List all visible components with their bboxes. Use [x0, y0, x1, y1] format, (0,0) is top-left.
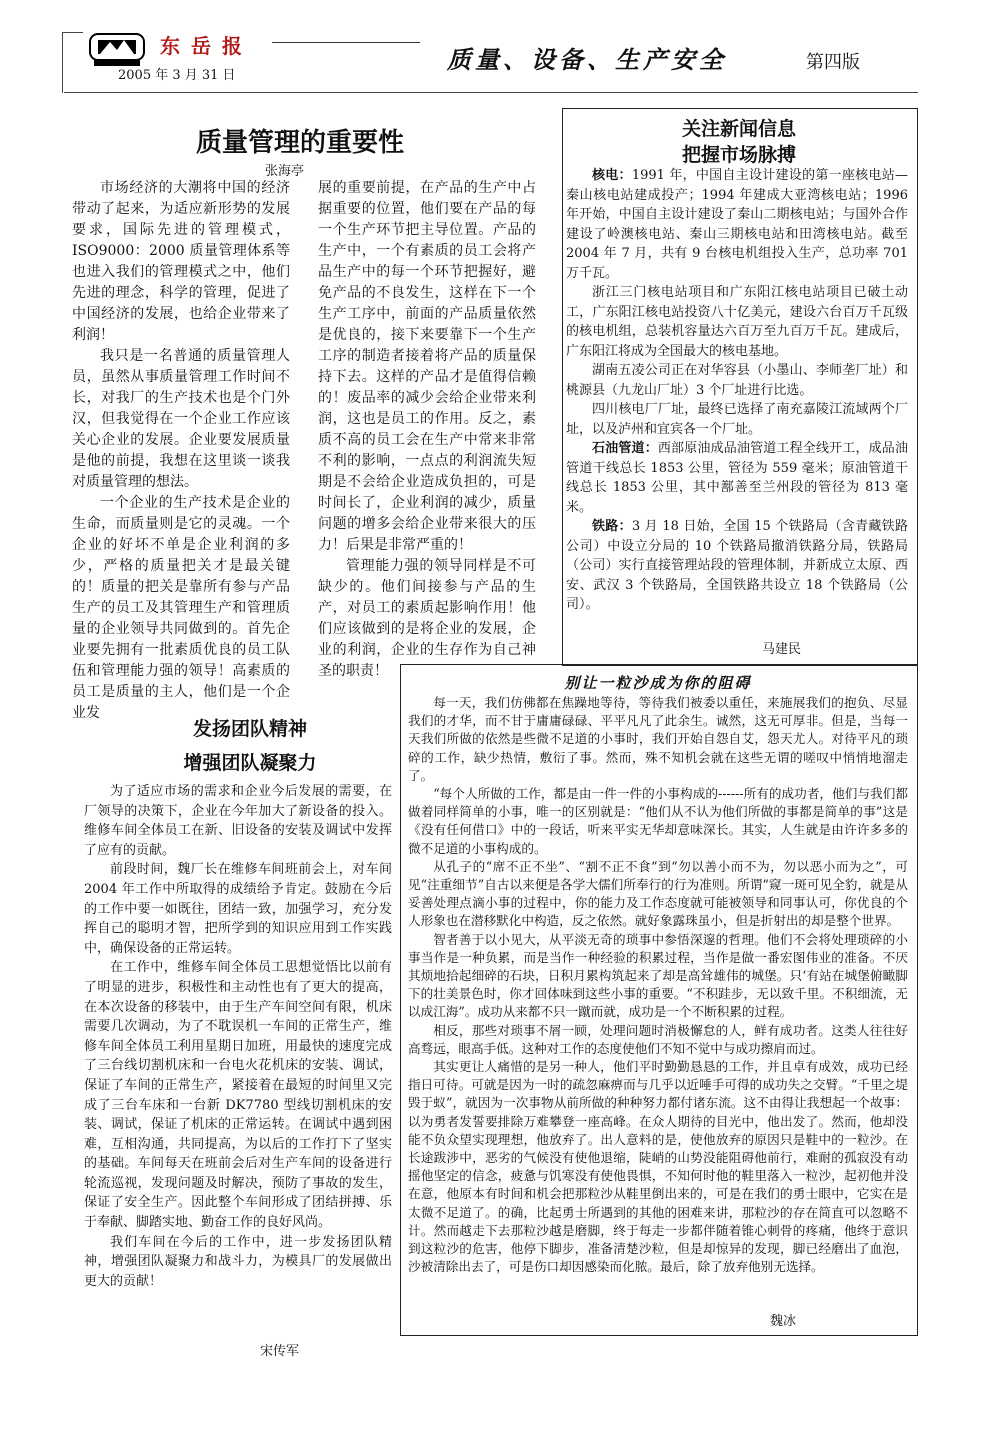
paper-name: 东 岳 报 [160, 34, 244, 58]
news-paragraph [566, 361, 908, 400]
news-paragraph [566, 439, 908, 517]
essay-paragraph: 从孔子的“席不正不坐”、“割不正不食”到“勿以善小而不为，勿以恶小而为之”，可见“注重细节”自古以来便是各学大儒们所奉行的行为准则。所谓“窥一斑可见全豹，就是从妥善处理点滴小事的过程中，你的能力及工作态度就可能被领导和同事认可，你优良的个人形象也在潜移默化中构造，反之依然。就好象露珠虽小，但是折射出的却是整个世界。 [408, 858, 908, 929]
news-text: 四川核电厂厂址，最终已选择了南充嘉陵江流域两个厂址，以及泸州和宜宾各一个厂址。 [566, 402, 908, 437]
news-text: 西部原油成品油管道工程全线开工，成品油管道干线总长 1853 公里，管径为 559 毫米；原油管道干线总长 1853 公里，其中鄯善至兰州段的管径为 813 毫米。 [566, 441, 908, 515]
essay-paragraph: “每个人所做的工作，都是由一件一件的小事构成的------所有的成功者，他们与我们都做着同样简单的小事，唯一的区别就是：“他们从不认为他们所做的事都是简单的事”这是《没有任何借口》中的一段话，听来平实无华却意味深长。其实，人生就是由许许多多的微不足道的小事构成的。 [408, 786, 908, 856]
article1-left-column [72, 178, 290, 721]
news-paragraph [566, 517, 908, 615]
news-text: 浙江三门核电站项目和广东阳江核电站项目已破土动工，广东阳江核电站投资八十亿美元，建设六台百万千瓦级的核电机组，总装机容量达六百万至九百万千瓦。建成后，广东阳江将成为全国最大的核电基地。 [566, 285, 908, 359]
page-label: 第四版 [806, 52, 860, 73]
article1-paragraph: 我只是一名普通的质量管理人员，虽然从事质量管理工作时间不长，对我厂的生产技术也是个门外汉，但我觉得在一个企业工作应该关心企业的发展。企业要发展质量是他的前提，我想在这里谈一谈我对质量管理的想法。 [72, 348, 290, 490]
article1-paragraph: 市场经济的大潮将中国的经济带动了起来，为适应新形势的发展要求，国际先进的管理模式，ISO9000：2000 质量管理体系等也进入我们的管理模式之中，他们先进的理念，科学的管理，促进了中国经济的发展，也给企业带来了利润！ [72, 180, 290, 343]
news-paragraph [566, 166, 908, 283]
news-label: 铁路： [592, 519, 632, 534]
article2-paragraph: 我们车间在今后的工作中，进一步发扬团队精神，增强团队凝聚力和战斗力，为模具厂的发展做出更大的贡献！ [84, 1234, 392, 1289]
news-paragraph [566, 400, 908, 439]
article2-paragraph: 在工作中，维修车间全体员工思想觉悟比以前有了明显的进步，积极性和主动性也有了更大的提高，在本次设备的移装中，由于生产车间空间有限，机床需要几次调动，为了不耽误机一车间的正常生产，维修车间全体员工利用星期日加班，用最快的速度完成了三台线切割机床和一台电火花机床的安装、调试，保证了车间的正常生产，紧接着在最短的时间里又完成了三台车床和一台新 DK7780 型线切割机床的安装、调试，保证了机床的正常运转。在调试中遇到困难，互相沟通，共同提高，为以后的工作打下了坚实的基础。车间每天在班前会后对生产车间的设备进行轮流巡视，发现问题及时解决，预防了事故的发生，保证了安全生产。因此整个车间形成了团结拼搏、乐于奉献、脚踏实地、勤奋工作的良好风尚。 [84, 960, 392, 1231]
article2-paragraph: 为了适应市场的需求和企业今后发展的需要，在厂领导的决策下，企业在今年加大了新设备的投入。维修车间全体员工在新、旧设备的安装及调试中发挥了应有的贡献。 [84, 784, 392, 858]
essay-paragraph: 智者善于以小见大，从平淡无奇的琐事中参悟深邃的哲理。他们不会将处理琐碎的小事当作是一种负累，而是当作一种经验的积累过程，当作是做一番宏图伟业的准备。不厌其烦地拾起细碎的石块，日积月累构筑起来了却是高耸雄伟的城堡。只‘有站在城堡俯瞰脚下的壮美景色时，你才回体味到这些小事的重要。“不积跬步，无以致千里。不积细流，无以成江海”。成功从来都不只一蹴而就，成功是一个不断积累的过程。 [408, 931, 908, 1020]
page-frame-top [62, 32, 83, 93]
article3-title-1: 关注新闻信息 [681, 118, 796, 140]
article2-body [84, 782, 392, 1330]
article3-author: 马建民 [762, 642, 802, 657]
article1-author: 张海亭 [265, 164, 305, 179]
article2-author: 宋传军 [260, 1344, 300, 1359]
news-label: 核电： [592, 168, 632, 183]
article1-title: 质量管理的重要性 [195, 128, 404, 158]
issue-date: 2005 年 3 月 31 日 [118, 68, 236, 83]
article2-paragraph: 前段时间，魏厂长在维修车间班前会上，对车间 2004 年工作中所取得的成绩给予肯定。鼓励在今后的工作中要一如既往，团结一致，加强学习，充分发挥自己的聪明才智，把所学到的知识应用到工作实践中，确保设备的正常运转。 [84, 862, 392, 956]
news-paragraph [566, 283, 908, 361]
article1-right-column [318, 178, 536, 678]
essay-paragraph: 其实更让人痛惜的是另一种人，他们平时勤勤恳恳的工作，并且卓有成效，成功已经指日可待。可就是因为一时的疏忽麻痹而与几乎以近唾手可得的成功失之交臂。“千里之堤毁于蚁”，就因为一次事物从前所做的种种努力都付诸东流。这不由得让我想起一个故事：以为勇者发誓要排除万难攀登一座高峰。在众人期待的目光中，他出发了。然而，他却没能不负众望实现理想，他放弃了。出人意料的是，使他放弃的原因只是鞋中的一粒沙。在长途跋涉中，恶劣的气候没有使他退缩，陡峭的山势没能阻碍他前行，难耐的孤寂没有动摇他坚定的信念，疲惫与饥寒没有使他畏惧，不知何时他的鞋里落入一粒沙，起初他并没在意，他原本有时间和机会把那粒沙从鞋里倒出来的，可是在我们的勇士眼中，它实在是太微不足道了。的确，比起勇士所遇到的其他的困难来讲，那粒沙的存在简直可以忽略不计。然而越走下去那粒沙越是磨脚，终于每走一步都伴随着锥心刺骨的疼痛，他终于意识到这粒沙的危害，他停下脚步，准备清楚沙粒，但是却惊异的发现，脚已经磨出了血泡，沙被清除出去了，可是伤口却因感染而化脓。最后，除了放弃他别无选择。 [408, 1059, 908, 1275]
section-title: 质量、设备、生产安全 [447, 45, 727, 74]
news-text: 3 月 18 日始，全国 15 个铁路局（含青藏铁路公司）中设立分局的 10 个铁路局撤消铁路分局，铁路局（公司）实行直接管理站段的管理体制，并新成立太原、西安、武汉 3 个铁路局，全国铁路共设立 18 个铁路局（公司）。 [566, 519, 908, 612]
article2-title-1: 发扬团队精神 [192, 718, 307, 740]
newspaper-logo [84, 22, 150, 70]
essay-paragraph: 每一天，我们仿佛都在焦躁地等待，等待我们被委以重任，来施展我们的抱负、尽显我们的才华，而不甘于庸庸碌碌、平平凡凡了此余生。诚然，这无可厚非。但是，当每一天我们所做的依然是些微不足道的小事时，我们开始自怨自艾，怨天尤人。对待平凡的琐碎的工作，缺少热情，敷衍了事。然而，殊不知机会就在这些无谓的嗟叹中悄悄地溜走了。 [408, 695, 908, 783]
article1-paragraph: 一个企业的生产技术是企业的生命，而质量则是它的灵魂。一个企业的好坏不单是企业利润的多少，严格的质量把关才是最关键的！质量的把关是靠所有参与产品生产的员工及其管理生产和管理质量的企业领导共同做到的。首先企业要先拥有一批素质优良的员工队伍和管理能力强的领导！高素质的员工是质量的主人，他们是一个企业发 [72, 495, 290, 721]
news-text: 1991 年，中国自主设计建设的第一座核电站—秦山核电站建成投产；1994 年建成大亚湾核电站；1996 年开始，中国自主设计建设了秦山二期核电站；与国外合作建设了岭澳核电站、秦山三期核电站和田湾核电站。截至 2004 年 7 月，共有 9 台核电机组投入生产，总功率 701 万千瓦。 [566, 168, 908, 281]
article3-title-2: 把握市场脉搏 [681, 144, 796, 166]
article4-author: 魏冰 [770, 1314, 797, 1329]
article1-paragraph: 管理能力强的领导同样是不可缺少的。他们间接参与产品的生产，对员工的素质起影响作用！他们应该做到的是将企业的发展，企业的利润，企业的生存作为自己神圣的职责！ [318, 558, 536, 679]
article4-body [408, 694, 908, 1306]
article2-title-2: 增强团队凝聚力 [183, 752, 317, 774]
article1-paragraph: 展的重要前提，在产品的生产中占据重要的位置，他们要在产品的每一个生产环节把主导位置。产品的生产中，一个有素质的员工会将产品生产中的每一个环节把握好，避免产品的不良发生，这样在下一个生产工序中，前面的产品质量依然是优良的，接下来要靠下一个生产工序的制造者接着将产品的质量保持下去。这样的产品才是值得信赖的！废品率的减少会给企业带来利润，这也是员工的作用。反之，素质不高的员工会在生产中常来非常不利的影响，一点点的利润流失短期是不会给企业造成负担的，可是时间长了，企业利润的减少，质量问题的增多会给企业带来很大的压力！后果是非常严重的！ [318, 180, 536, 553]
header-rule [272, 42, 420, 43]
article3-body [566, 166, 908, 624]
news-text: 湖南五凌公司正在对华容县（小墨山、李师垄厂址）和桃源县（九龙山厂址）3 个厂址进行比选。 [566, 363, 908, 398]
essay-paragraph: 相反，那些对琐事不屑一顾，处理问题时消极懈怠的人，鲜有成功者。这类人往往好高骛远，眼高手低。这种对工作的态度使他们不知不觉中与成功擦肩而过。 [408, 1022, 908, 1056]
news-label: 石油管道： [592, 441, 658, 456]
article4-title: 别让一粒沙成为你的阻碍 [564, 674, 752, 692]
header-bottom-rule [64, 92, 918, 93]
